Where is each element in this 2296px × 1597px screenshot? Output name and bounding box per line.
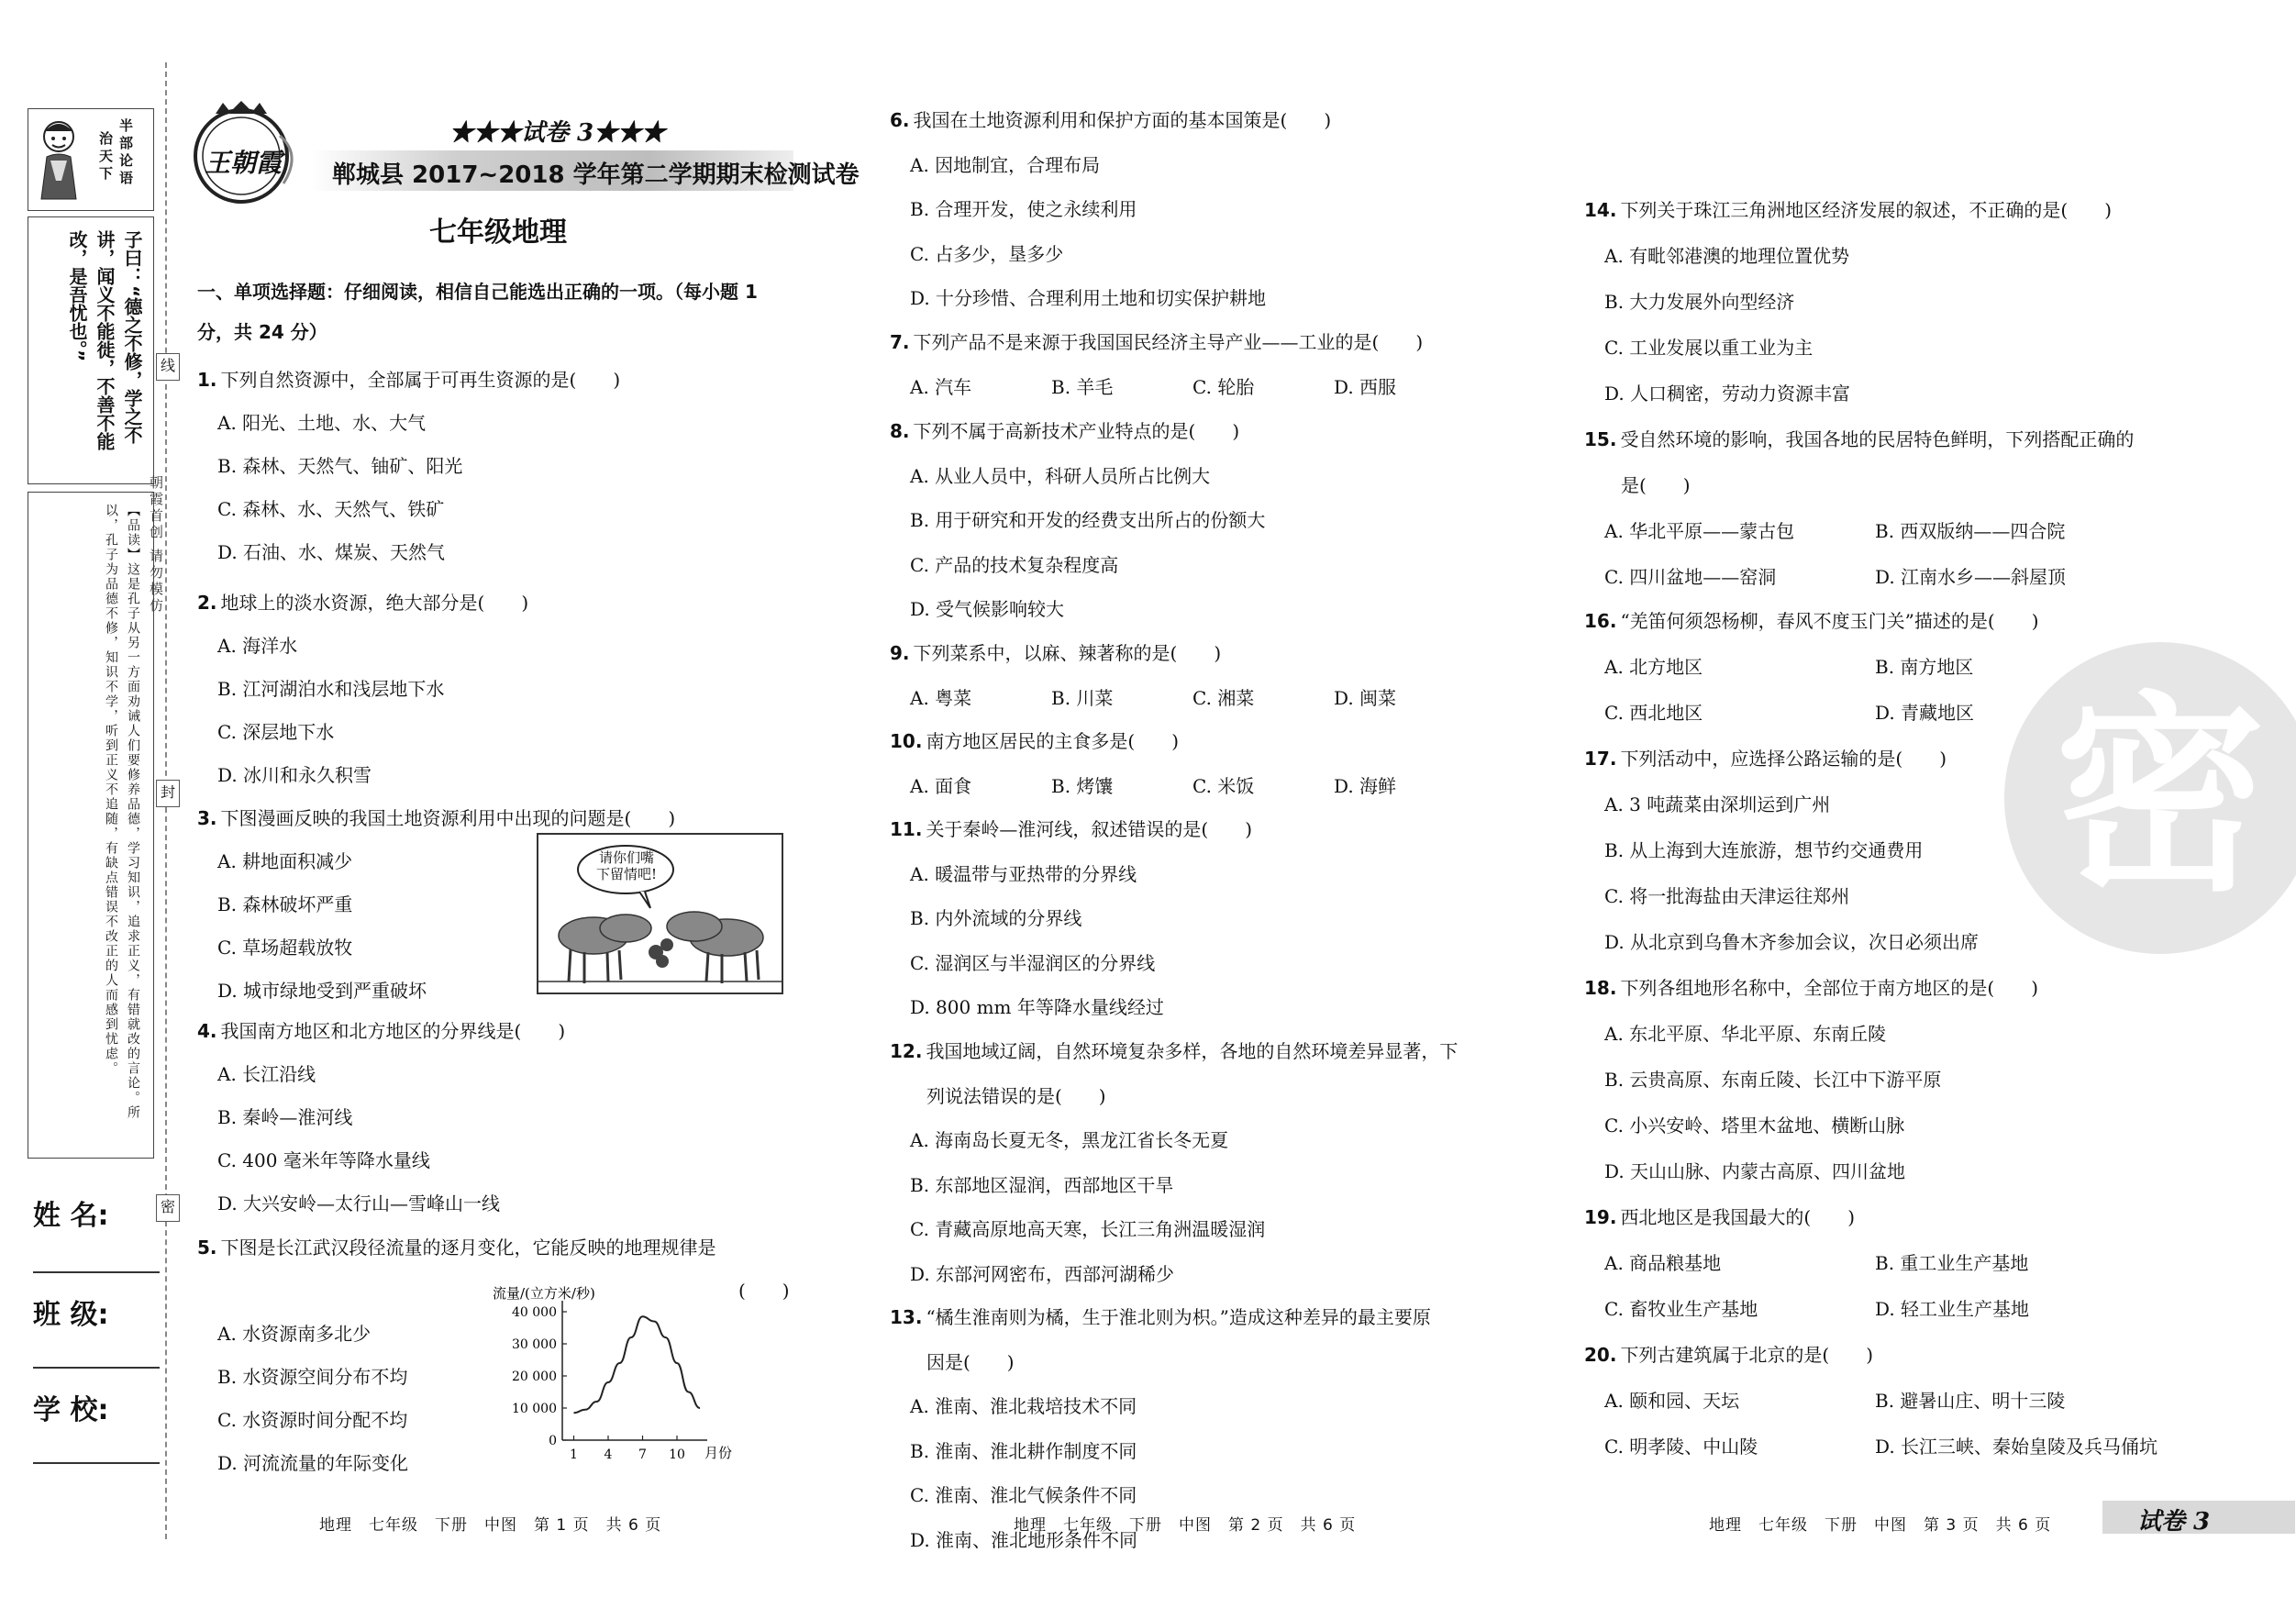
question-12-option-D[interactable]: D. 东部河网密布，西部河湖稀少 (910, 1262, 1175, 1285)
runoff-chart (482, 1280, 738, 1472)
commentary-text: 【品读】这是孔子从另一方面劝诫人们要修养品德，学习知识，追求正义，有错就改的言论。所以，孔子为品德不修，知识不学，听到正义不追随，有缺点错误不改正的人而感到忧虑。 (104, 504, 140, 1120)
watermark-char: 密 (2054, 675, 2266, 920)
question-15-stem-cont: 是( ) (1621, 474, 1691, 496)
question-15-stem (1584, 428, 2134, 450)
question-number: 8. (890, 420, 910, 442)
question-7-option-C[interactable]: C. 轮胎 (1192, 375, 1255, 398)
question-7-option-A[interactable]: A. 汽车 (910, 375, 972, 398)
question-number: 20. (1584, 1344, 1617, 1366)
class-field-label: 班 级: (33, 1299, 109, 1331)
question-15-option-C[interactable]: C. 四川盆地——窑洞 (1604, 566, 1777, 588)
question-3-option-D[interactable]: D. 城市绿地受到严重破坏 (217, 980, 427, 1002)
footer-page-3: 地理 七年级 下册 中图 第 3 页 共 6 页 (1709, 1516, 2052, 1535)
question-9-option-C[interactable]: C. 湘菜 (1192, 686, 1255, 709)
question-18-option-B[interactable]: B. 云贵高原、东南丘陵、长江中下游平原 (1604, 1069, 1942, 1091)
question-2-option-D[interactable]: D. 冰川和永久积雪 (217, 764, 372, 786)
slogan-line-1: 半部论语 (117, 118, 134, 188)
question-19-option-B[interactable]: B. 重工业生产基地 (1875, 1252, 2029, 1274)
runoff-line (574, 1316, 701, 1413)
question-6-stem (890, 109, 1331, 131)
question-number: 16. (1584, 610, 1617, 632)
question-8-option-D[interactable]: D. 受气候影响较大 (910, 598, 1065, 620)
question-2-option-A[interactable]: A. 海洋水 (217, 635, 298, 657)
name-field-line[interactable] (33, 1271, 160, 1273)
question-9-option-D[interactable]: D. 闽菜 (1334, 686, 1397, 709)
speech-line-2: 下留情吧! (595, 866, 658, 882)
question-text: 我国地域辽阔，自然环境复杂多样，各地的自然环境差异显著，下 (926, 1040, 1459, 1062)
question-3-option-C[interactable]: C. 草场超载放牧 (217, 937, 353, 959)
question-number: 9. (890, 642, 910, 664)
question-text: 南方地区居民的主食多是( ) (926, 730, 1180, 752)
question-17-option-D[interactable]: D. 从北京到乌鲁木齐参加会议，次日必须出席 (1604, 931, 1980, 953)
question-19-option-A[interactable]: A. 商品粮基地 (1604, 1252, 1722, 1274)
section-instruction-1: 一、单项选择题：仔细阅读，相信自己能选出正确的一项。（每小题 1 (197, 281, 758, 303)
footer-page-2: 地理 七年级 下册 中图 第 2 页 共 6 页 (1014, 1516, 1357, 1535)
question-text: “橘生淮南则为橘，生于淮北则为枳。”造成这种差异的最主要原 (926, 1306, 1431, 1328)
question-text: 下列不属于高新技术产业特点的是( ) (913, 420, 1240, 442)
question-13-option-D[interactable]: D. 淮南、淮北地形条件不同 (910, 1528, 1138, 1551)
question-6-option-C[interactable]: C. 占多少，垦多少 (910, 242, 1064, 265)
question-number: 13. (890, 1306, 923, 1328)
question-15-option-B[interactable]: B. 西双版纳——四合院 (1875, 520, 2066, 542)
question-5-option-B[interactable]: B. 水资源空间分布不均 (217, 1366, 408, 1388)
question-12-option-A[interactable]: A. 海南岛长夏无冬，黑龙江省长冬无夏 (910, 1129, 1229, 1151)
question-14-option-C[interactable]: C. 工业发展以重工业为主 (1604, 337, 1814, 359)
question-text: 我国在土地资源利用和保护方面的基本国策是( ) (913, 109, 1332, 131)
question-number: 5. (197, 1237, 217, 1259)
question-6-option-D[interactable]: D. 十分珍惜、合理利用土地和切实保护耕地 (910, 287, 1267, 309)
question-20-option-C[interactable]: C. 明孝陵、中山陵 (1604, 1436, 1758, 1458)
question-number: 11. (890, 818, 923, 840)
question-text: 下图漫画反映的我国土地资源利用中出现的问题是( ) (220, 807, 676, 829)
question-11-option-B[interactable]: B. 内外流域的分界线 (910, 907, 1082, 929)
question-19-option-C[interactable]: C. 畜牧业生产基地 (1604, 1298, 1758, 1320)
question-11-option-A[interactable]: A. 暖温带与亚热带的分界线 (910, 862, 1137, 885)
question-number: 12. (890, 1040, 923, 1062)
question-16-option-B[interactable]: B. 南方地区 (1875, 656, 1974, 678)
question-text: 下列各组地形名称中，全部位于南方地区的是( ) (1620, 977, 2039, 999)
chart-y-tick-label: 10 000 (512, 1402, 557, 1416)
question-1-option-C[interactable]: C. 森林、水、天然气、铁矿 (217, 498, 445, 520)
question-17-option-C[interactable]: C. 将一批海盐由天津运往郑州 (1604, 885, 1850, 907)
chart-x-tick-label: 10 (669, 1447, 685, 1462)
question-7-option-D[interactable]: D. 西服 (1334, 375, 1397, 398)
question-2-option-B[interactable]: B. 江河湖泊水和浅层地下水 (217, 678, 445, 700)
question-16-option-C[interactable]: C. 西北地区 (1604, 702, 1703, 724)
question-16-option-A[interactable]: A. 北方地区 (1604, 656, 1703, 678)
question-number: 18. (1584, 977, 1617, 999)
question-text: 下列自然资源中，全部属于可再生资源的是( ) (220, 369, 621, 391)
question-number: 10. (890, 730, 923, 752)
question-1-option-B[interactable]: B. 森林、天然气、铀矿、阳光 (217, 455, 463, 477)
question-13-stem (890, 1306, 1431, 1328)
question-8-option-B[interactable]: B. 用于研究和开发的经费支出所占的份额大 (910, 509, 1266, 531)
question-number: 7. (890, 331, 910, 353)
question-4-stem (197, 1020, 565, 1042)
question-15-option-A[interactable]: A. 华北平原——蒙古包 (1604, 520, 1795, 542)
question-19-option-D[interactable]: D. 轻工业生产基地 (1875, 1298, 2030, 1320)
name-field-label: 姓 名: (33, 1200, 109, 1232)
question-5-stem (197, 1237, 716, 1259)
question-number: 1. (197, 369, 217, 391)
exam-title: 郸城县 2017~2018 学年第二学期期末检测试卷 (332, 161, 860, 189)
question-text: 我国南方地区和北方地区的分界线是( ) (220, 1020, 566, 1042)
seal-char-2: 封 (156, 780, 180, 807)
question-12-option-C[interactable]: C. 青藏高原地高天寒，长江三角洲温暖湿润 (910, 1218, 1266, 1240)
question-16-option-D[interactable]: D. 青藏地区 (1875, 702, 1975, 724)
question-14-stem (1584, 199, 2112, 221)
question-18-option-C[interactable]: C. 小兴安岭、塔里木盆地、横断山脉 (1604, 1115, 1905, 1137)
question-17-stem (1584, 748, 1947, 770)
chart-x-label: 月份 (704, 1445, 733, 1461)
question-text: 下列古建筑属于北京的是( ) (1620, 1344, 1874, 1366)
question-10-option-B[interactable]: B. 烤馕 (1051, 774, 1114, 797)
question-number: 14. (1584, 199, 1617, 221)
question-text: 下列菜系中，以麻、辣著称的是( ) (913, 642, 1222, 664)
footer-page-1: 地理 七年级 下册 中图 第 1 页 共 6 页 (319, 1516, 662, 1535)
question-20-stem (1584, 1344, 1873, 1366)
question-1-stem (197, 369, 620, 391)
question-11-option-D[interactable]: D. 800 mm 年等降水量线经过 (910, 996, 1164, 1018)
question-5-option-D[interactable]: D. 河流流量的年际变化 (217, 1452, 409, 1474)
cartoon-speech (592, 849, 661, 882)
question-13-option-A[interactable]: A. 淮南、淮北栽培技术不同 (910, 1395, 1137, 1417)
question-8-stem (890, 420, 1239, 442)
question-number: 17. (1584, 748, 1617, 770)
logo-text: 王朝霞 (204, 148, 282, 178)
question-20-option-A[interactable]: A. 颐和园、天坛 (1604, 1390, 1740, 1412)
question-text: 下列关于珠江三角洲地区经济发展的叙述，不正确的是( ) (1620, 199, 2113, 221)
exam-badge: ★★★试卷 3★★★ (449, 119, 666, 147)
quote-box (28, 216, 154, 484)
subject-title: 七年级地理 (429, 216, 567, 249)
question-8-option-C[interactable]: C. 产品的技术复杂程度高 (910, 553, 1119, 576)
question-5-answer-paren: ( ) (738, 1280, 790, 1302)
question-10-stem (890, 730, 1179, 752)
chart-y-tick-label: 0 (549, 1434, 557, 1448)
question-13-option-C[interactable]: C. 淮南、淮北气候条件不同 (910, 1484, 1137, 1506)
slogan-box (28, 108, 154, 211)
question-14-option-B[interactable]: B. 大力发展外向型经济 (1604, 291, 1795, 313)
question-text: 关于秦岭—淮河线，叙述错误的是( ) (926, 818, 1253, 840)
question-text: 受自然环境的影响，我国各地的民居特色鲜明，下列搭配正确的 (1620, 428, 2135, 450)
margin-strip (28, 108, 154, 1163)
question-4-option-B[interactable]: B. 秦岭—淮河线 (217, 1106, 353, 1128)
question-4-option-A[interactable]: A. 长江沿线 (217, 1063, 316, 1085)
chart-y-tick-label: 30 000 (512, 1337, 557, 1352)
question-2-option-C[interactable]: C. 深层地下水 (217, 721, 335, 743)
question-14-option-A[interactable]: A. 有毗邻港澳的地理位置优势 (1604, 245, 1850, 267)
question-19-stem (1584, 1206, 1855, 1228)
question-number: 15. (1584, 428, 1617, 450)
class-field-line[interactable] (33, 1367, 160, 1369)
question-5-option-C[interactable]: C. 水资源时间分配不均 (217, 1409, 408, 1431)
slogan-line-2: 治天下 (97, 131, 114, 183)
question-14-option-D[interactable]: D. 人口稠密，劳动力资源丰富 (1604, 383, 1851, 405)
question-text: 西北地区是我国最大的( ) (1620, 1206, 1856, 1228)
question-20-option-B[interactable]: B. 避暑山庄、明十三陵 (1875, 1390, 2066, 1412)
question-12-stem-cont: 列说法错误的是( ) (926, 1084, 1106, 1107)
question-text: 下图是长江武汉段径流量的逐月变化，它能反映的地理规律是 (220, 1237, 716, 1259)
question-7-option-B[interactable]: B. 羊毛 (1051, 375, 1114, 398)
question-9-stem (890, 642, 1221, 664)
question-18-option-D[interactable]: D. 天山山脉、内蒙古高原、四川盆地 (1604, 1160, 1906, 1182)
publisher-logo (188, 99, 303, 209)
question-13-option-B[interactable]: B. 淮南、淮北耕作制度不同 (910, 1439, 1137, 1462)
sheep-cartoon (537, 833, 783, 994)
chart-y-tick-label: 20 000 (512, 1370, 557, 1384)
question-10-option-D[interactable]: D. 海鲜 (1334, 774, 1397, 797)
question-3-option-B[interactable]: B. 森林破坏严重 (217, 893, 353, 915)
question-1-option-D[interactable]: D. 石油、水、煤炭、天然气 (217, 541, 446, 563)
question-7-stem (890, 331, 1423, 353)
watermark-seal (2004, 642, 2296, 954)
question-1-option-A[interactable]: A. 阳光、土地、水、大气 (217, 412, 427, 434)
question-number: 6. (890, 109, 910, 131)
chart-y-tick-label: 40 000 (512, 1305, 557, 1320)
question-number: 4. (197, 1020, 217, 1042)
question-17-option-B[interactable]: B. 从上海到大连旅游，想节约交通费用 (1604, 839, 1924, 861)
confucius-quote: 子曰：“德之不修，学之不讲，闻义不能徙，不善不能改，是吾忧也。” (66, 230, 143, 450)
question-text: 地球上的淡水资源，绝大部分是( ) (220, 592, 529, 614)
corner-badge: 试卷 3 (2137, 1508, 2211, 1536)
question-9-option-B[interactable]: B. 川菜 (1051, 686, 1114, 709)
question-5-option-A[interactable]: A. 水资源南多北少 (217, 1323, 372, 1345)
confucius-avatar (34, 116, 83, 201)
question-10-option-A[interactable]: A. 面食 (910, 774, 972, 797)
question-12-stem (890, 1040, 1458, 1062)
question-3-option-A[interactable]: A. 耕地面积减少 (217, 850, 353, 872)
question-20-option-D[interactable]: D. 长江三峡、秦始皇陵及兵马俑坑 (1875, 1436, 2158, 1458)
question-4-option-C[interactable]: C. 400 毫米年等降水量线 (217, 1149, 430, 1171)
question-number: 2. (197, 592, 217, 614)
question-6-option-B[interactable]: B. 合理开发，使之永续利用 (910, 198, 1137, 220)
seal-char-3: 密 (156, 1194, 180, 1222)
speech-line-1: 请你们嘴 (598, 849, 654, 866)
section-instruction-2: 分，共 24 分） (197, 321, 327, 343)
question-number: 3. (197, 807, 217, 829)
chart-x-tick-label: 1 (570, 1447, 578, 1462)
question-3-stem (197, 807, 675, 829)
question-11-stem (890, 818, 1252, 840)
seal-char-1: 线 (156, 353, 180, 381)
question-6-option-A[interactable]: A. 因地制宜，合理布局 (910, 153, 1101, 176)
question-8-option-A[interactable]: A. 从业人员中，科研人员所占比例大 (910, 464, 1211, 487)
school-field-label: 学 校: (33, 1394, 109, 1426)
question-17-option-A[interactable]: A. 3 吨蔬菜由深圳运到广州 (1604, 793, 1831, 815)
question-13-stem-cont: 因是( ) (926, 1350, 1015, 1373)
question-text: 下列活动中，应选择公路运输的是( ) (1620, 748, 1947, 770)
question-15-option-D[interactable]: D. 江南水乡——斜屋顶 (1875, 566, 2067, 588)
question-18-option-A[interactable]: A. 东北平原、华北平原、东南丘陵 (1604, 1023, 1887, 1045)
vertical-note: 朝霞首创 请勿模仿 (148, 475, 164, 615)
question-4-option-D[interactable]: D. 大兴安岭—太行山—雪峰山一线 (217, 1192, 501, 1214)
commentary-box (28, 492, 154, 1159)
question-10-option-C[interactable]: C. 米饭 (1192, 774, 1255, 797)
question-16-stem (1584, 610, 2039, 632)
question-9-option-A[interactable]: A. 粤菜 (910, 686, 972, 709)
question-12-option-B[interactable]: B. 东部地区湿润，西部地区干旱 (910, 1173, 1174, 1196)
school-field-line[interactable] (33, 1462, 160, 1464)
question-text: 下列产品不是来源于我国国民经济主导产业——工业的是( ) (913, 331, 1424, 353)
question-11-option-C[interactable]: C. 湿润区与半湿润区的分界线 (910, 951, 1156, 974)
question-2-stem (197, 592, 528, 614)
question-18-stem (1584, 977, 2038, 999)
question-text: “羌笛何须怨杨柳，春风不度玉门关”描述的是( ) (1620, 610, 2039, 632)
chart-x-tick-label: 7 (638, 1447, 647, 1462)
question-number: 19. (1584, 1206, 1617, 1228)
chart-x-tick-label: 4 (604, 1447, 613, 1462)
chart-y-label: 流量/(立方米/秒) (493, 1285, 595, 1302)
